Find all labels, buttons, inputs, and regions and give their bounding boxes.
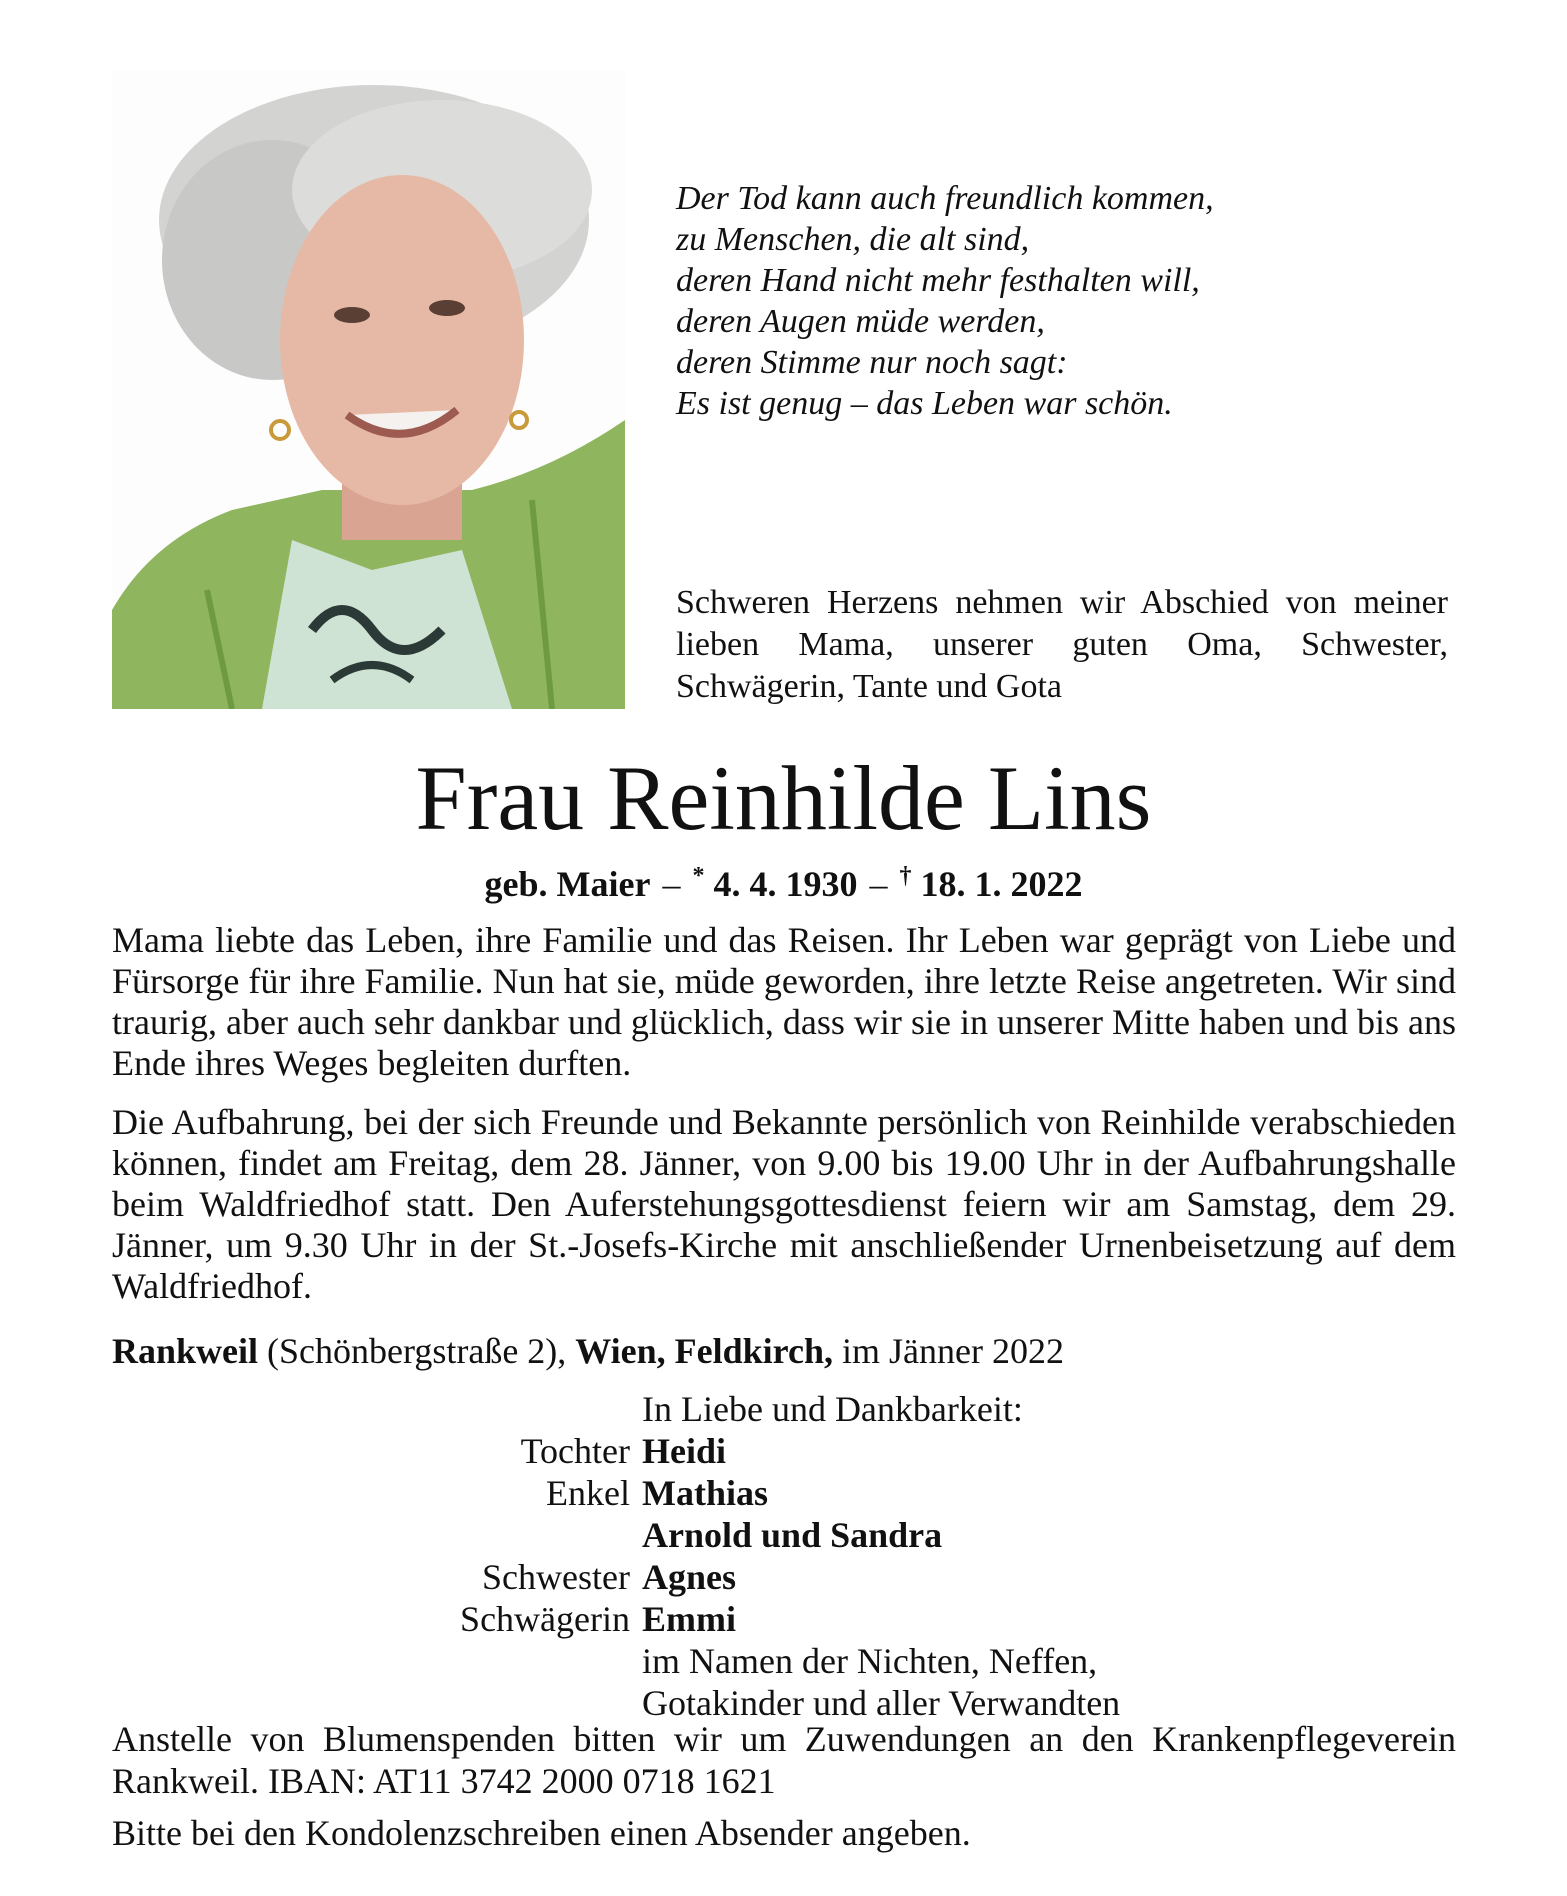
mourner-row: [112, 1514, 1456, 1556]
poem-line: deren Hand nicht mehr festhalten will,: [676, 262, 1200, 299]
mourners-intro: In Liebe und Dankbarkeit:: [642, 1389, 1023, 1429]
mourners-outro: Gotakinder und aller Verwandten: [642, 1683, 1121, 1723]
mourner-row: [112, 1598, 1456, 1640]
dash: –: [869, 864, 888, 904]
mourner-names: Arnold und Sandra: [642, 1515, 943, 1555]
poem-line: Es ist genug – das Leben war schön.: [676, 385, 1173, 422]
poem: [676, 178, 1496, 424]
paragraph-funeral: Die Aufbahrung, bei der sich Freunde und Bekannte persönlich von Reinhilde verabschieden können, findet am Freitag, dem 28. Jänner, von 9.00 bis 19.00 Uhr in der Aufbahrungshalle beim Waldfriedhof statt. Den Auferstehungsgottesdienst feiern wir am Samstag, dem 29. Jänner, um 9.30 Uhr in der St.-Josefs-Kirche mit anschließender Urnenbeisetzung auf dem Waldfriedhof.: [112, 1102, 1456, 1306]
place-cities: Wien, Feldkirch,: [575, 1331, 833, 1371]
place-address: (Schönbergstraße 2),: [258, 1331, 576, 1371]
mourner-relation: Schwägerin: [460, 1599, 630, 1639]
mourner-row: [112, 1472, 1456, 1514]
mourner-row: [112, 1430, 1456, 1472]
death-symbol: †: [899, 863, 912, 889]
mourner-names: Heidi: [642, 1431, 727, 1471]
birth-symbol: *: [692, 863, 705, 889]
portrait-photo: [112, 70, 625, 709]
mourners-list: [112, 1388, 1456, 1724]
mourner-names: Agnes: [642, 1557, 737, 1597]
poem-line: deren Augen müde werden,: [676, 303, 1045, 340]
mourner-names: Mathias: [642, 1473, 768, 1513]
portrait-icon: [112, 70, 625, 709]
donation-note: Anstelle von Blumenspenden bitten wir um Zuwendungen an den Krankenpflegeverein Rankweil. IBAN: AT11 3742 2000 0718 1621: [112, 1719, 1456, 1801]
born-name: geb. Maier: [484, 864, 651, 904]
birth-date: 4. 4. 1930: [713, 864, 858, 904]
condolence-note: Bitte bei den Kondolenzschreiben einen Absender angeben.: [112, 1813, 971, 1853]
mourner-relation: Schwester: [482, 1557, 630, 1597]
poem-line: Der Tod kann auch freundlich kommen,: [676, 180, 1214, 217]
deceased-name: Frau Reinhilde Lins: [415, 747, 1152, 849]
paragraph-life: Mama liebte das Leben, ihre Familie und das Reisen. Ihr Leben war geprägt von Liebe und Fürsorge für ihre Familie. Nun hat sie, müde geworden, ihre letzte Reise angetreten. Wir sind traurig, aber auch sehr dankbar und glücklich, dass wir sie in unserer Mitte haben und bis ans Ende ihres Weges begleiten durften.: [112, 920, 1456, 1083]
mourner-relation: Tochter: [520, 1431, 630, 1471]
poem-line: zu Menschen, die alt sind,: [676, 221, 1030, 258]
place-town: Rankweil: [112, 1331, 259, 1371]
dash: –: [662, 864, 681, 904]
mourner-relation: Enkel: [546, 1473, 630, 1513]
mourner-row: [112, 1556, 1456, 1598]
death-date: 18. 1. 2022: [920, 864, 1083, 904]
place-date: im Jänner 2022: [832, 1331, 1064, 1371]
mourners-outro: im Namen der Nichten, Neffen,: [642, 1641, 1098, 1681]
mourner-relation: [112, 1514, 642, 1556]
farewell-text: Schweren Herzens nehmen wir Abschied von meiner lieben Mama, unserer guten Oma, Schwester, Schwägerin, Tante und Gota: [676, 584, 1448, 705]
mourner-names: Emmi: [642, 1599, 736, 1639]
place-date-line: [112, 1330, 1456, 1372]
poem-line: deren Stimme nur noch sagt:: [676, 344, 1068, 381]
life-dates: [0, 854, 1567, 906]
